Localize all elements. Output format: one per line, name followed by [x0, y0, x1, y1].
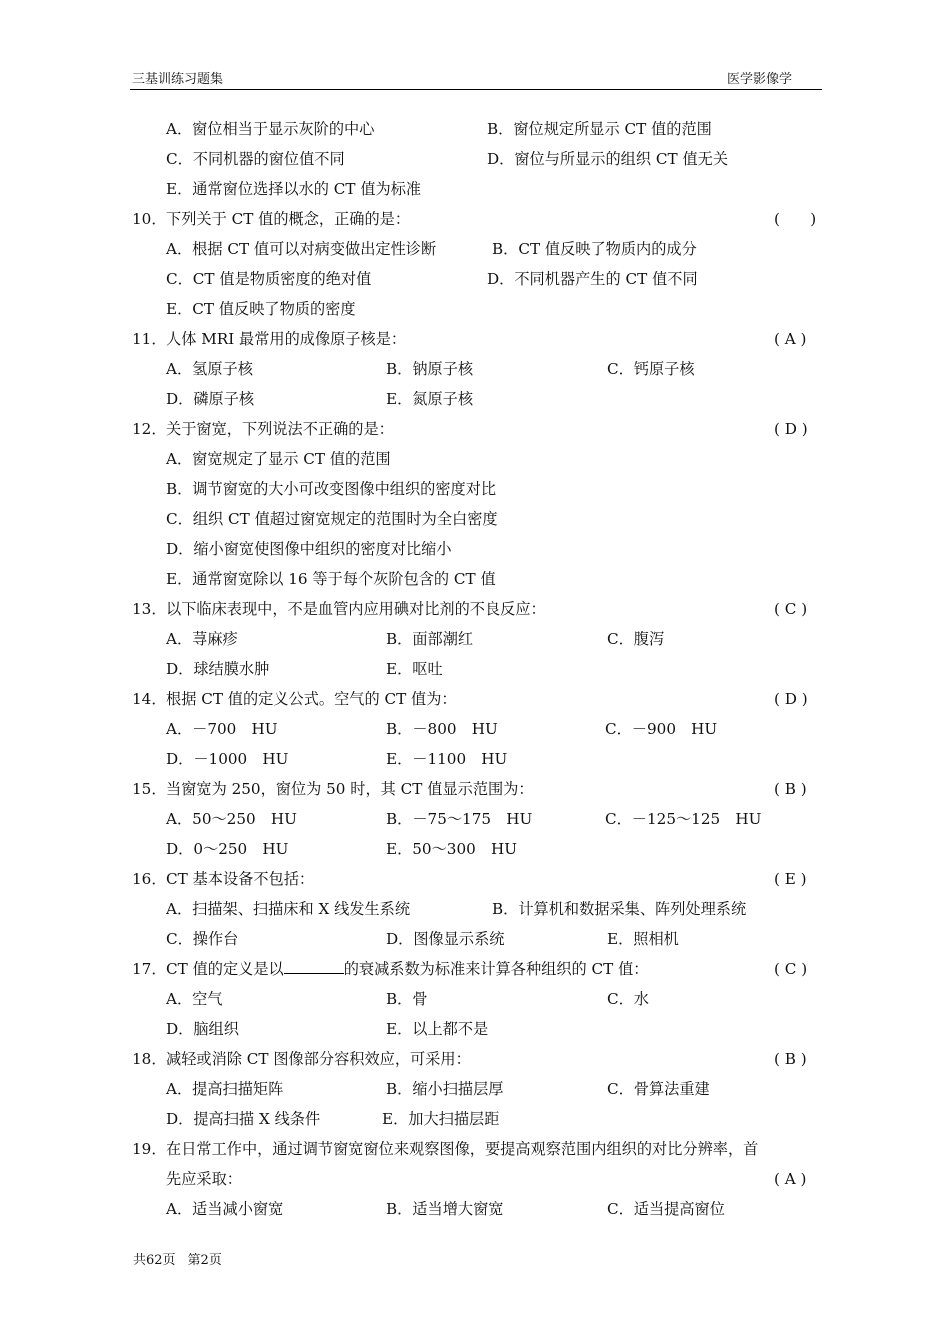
- question-number: 18．: [132, 1050, 167, 1068]
- question-number: 17．: [132, 960, 167, 978]
- answer-box: ( A ): [774, 1170, 807, 1188]
- q10-option-b: B．CT 值反映了物质内的成分: [492, 240, 697, 258]
- q12-option-c-row: [0, 504, 950, 534]
- q19-stem-line-2: [0, 1164, 950, 1194]
- q15-option-c: C．－125～125 HU: [605, 810, 762, 828]
- q14-option-b: B．－800 HU: [386, 720, 498, 738]
- header-subject: 医学影像学: [726, 72, 792, 87]
- q12-option-c: C．组织 CT 值超过窗宽规定的范围时为全白密度: [166, 510, 498, 528]
- question-number: 16．: [132, 870, 167, 888]
- q16-stem: [0, 864, 950, 894]
- q19-stem-line-1: [0, 1134, 950, 1164]
- page-number: 第2页: [187, 1253, 222, 1268]
- q13-option-d: D．球结膜水肿: [166, 660, 270, 678]
- q13-stem: [0, 594, 950, 624]
- q16-option-a: A．扫描架、扫描床和 X 线发生系统: [166, 900, 411, 918]
- answer-box: ( ): [774, 210, 817, 228]
- q11-option-c: C．钙原子核: [607, 360, 695, 378]
- q15-option-b: B．－75～175 HU: [386, 810, 533, 828]
- q11-options-row-2: [0, 384, 950, 414]
- question-number: 12．: [132, 420, 167, 438]
- q15-stem: [0, 774, 950, 804]
- q16-option-c: C．操作台: [166, 930, 239, 948]
- q12-stem: [0, 414, 950, 444]
- q9-options-row-3: [0, 174, 950, 204]
- page-header: [130, 72, 822, 90]
- q17-option-c: C．水: [607, 990, 649, 1008]
- q12-option-d-row: [0, 534, 950, 564]
- question-number: 13．: [132, 600, 167, 618]
- q13-option-e: E．呕吐: [386, 660, 443, 678]
- question-text: 当窗宽为 250，窗位为 50 时，其 CT 值显示范围为：: [166, 780, 534, 798]
- q16-option-e: E．照相机: [607, 930, 679, 948]
- question-number: 14．: [132, 690, 167, 708]
- q18-options-row-1: [0, 1074, 950, 1104]
- q12-option-a: A．窗宽规定了显示 CT 值的范围: [166, 450, 391, 468]
- q17-option-e: E．以上都不是: [386, 1020, 489, 1038]
- q16-options-row-2: [0, 924, 950, 954]
- answer-box: ( C ): [774, 600, 808, 618]
- question-text: 以下临床表现中，不是血管内应用碘对比剂的不良反应：: [166, 600, 546, 618]
- q10-options-row-3: [0, 294, 950, 324]
- q13-options-row-1: [0, 624, 950, 654]
- q15-option-d: D．0～250 HU: [166, 840, 289, 858]
- q18-stem: [0, 1044, 950, 1074]
- q11-options-row-1: [0, 354, 950, 384]
- q11-stem: [0, 324, 950, 354]
- q12-option-d: D．缩小窗宽使图像中组织的密度对比缩小: [166, 540, 452, 558]
- q10-options-row-2: [0, 264, 950, 294]
- q13-option-c: C．腹泻: [607, 630, 665, 648]
- question-text: 在日常工作中，通过调节窗宽窗位来观察图像，要提高观察范围内组织的对比分辨率，首: [166, 1140, 759, 1158]
- answer-box: ( C ): [774, 960, 808, 978]
- q10-option-c: C．CT 值是物质密度的绝对值: [166, 270, 372, 288]
- q18-option-d: D．提高扫描 X 线条件: [166, 1110, 321, 1128]
- q13-option-b: B．面部潮红: [386, 630, 474, 648]
- question-text: 人体 MRI 最常用的成像原子核是：: [166, 330, 407, 348]
- q14-option-a: A．－700 HU: [166, 720, 278, 738]
- q19-options-row-1: [0, 1194, 950, 1224]
- question-number: 15．: [132, 780, 167, 798]
- q16-options-row-1: [0, 894, 950, 924]
- answer-box: ( D ): [774, 690, 808, 708]
- answer-box: ( B ): [774, 780, 807, 798]
- q11-option-a: A．氢原子核: [166, 360, 253, 378]
- q17-option-a: A．空气: [166, 990, 223, 1008]
- q18-option-c: C．骨算法重建: [607, 1080, 710, 1098]
- q10-stem: [0, 204, 950, 234]
- q9-options-row-1: [0, 114, 950, 144]
- q14-option-e: E．－1100 HU: [386, 750, 508, 768]
- q18-options-row-2: [0, 1104, 950, 1134]
- page-footer: [133, 1249, 234, 1268]
- q12-option-e: E．通常窗宽除以 16 等于每个灰阶包含的 CT 值: [166, 570, 496, 588]
- q10-options-row-1: [0, 234, 950, 264]
- q14-options-row-1: [0, 714, 950, 744]
- question-text: 关于窗宽，下列说法不正确的是：: [166, 420, 394, 438]
- q12-option-a-row: [0, 444, 950, 474]
- total-pages: 共62页: [133, 1253, 176, 1268]
- q15-options-row-1: [0, 804, 950, 834]
- header-book-title: 三基训练习题集: [132, 72, 224, 87]
- q14-options-row-2: [0, 744, 950, 774]
- question-text: 下列关于 CT 值的概念，正确的是：: [166, 210, 411, 228]
- question-number: 11．: [132, 330, 167, 348]
- answer-box: ( B ): [774, 1050, 807, 1068]
- q17-option-b: B．骨: [386, 990, 428, 1008]
- q9-option-d: D．窗位与所显示的组织 CT 值无关: [487, 150, 729, 168]
- q9-option-e: E．通常窗位选择以水的 CT 值为标准: [166, 180, 422, 198]
- question-number: 19．: [132, 1140, 167, 1158]
- q10-option-a: A．根据 CT 值可以对病变做出定性诊断: [166, 240, 437, 258]
- question-text: 减轻或消除 CT 图像部分容积效应，可采用：: [166, 1050, 471, 1068]
- q18-option-a: A．提高扫描矩阵: [166, 1080, 284, 1098]
- q12-option-b: B．调节窗宽的大小可改变图像中组织的密度对比: [166, 480, 497, 498]
- q15-option-a: A．50～250 HU: [166, 810, 297, 828]
- q12-option-e-row: [0, 564, 950, 594]
- q14-option-c: C．－900 HU: [605, 720, 718, 738]
- q19-option-c: C．适当提高窗位: [607, 1200, 725, 1218]
- answer-box: ( D ): [774, 420, 808, 438]
- question-number: 10．: [132, 210, 167, 228]
- question-text: 根据 CT 值的定义公式。空气的 CT 值为：: [166, 690, 457, 708]
- q16-option-b: B．计算机和数据采集、阵列处理系统: [492, 900, 747, 918]
- question-text-before-blank: CT 值的定义是以: [166, 960, 284, 978]
- q13-option-a: A．荨麻疹: [166, 630, 238, 648]
- q18-option-e: E．加大扫描层距: [382, 1110, 500, 1128]
- q13-options-row-2: [0, 654, 950, 684]
- q10-option-e: E．CT 值反映了物质的密度: [166, 300, 356, 318]
- q19-option-a: A．适当减小窗宽: [166, 1200, 284, 1218]
- q15-option-e: E．50～300 HU: [386, 840, 518, 858]
- answer-box: ( A ): [774, 330, 807, 348]
- fill-in-blank: [284, 954, 344, 974]
- q16-option-d: D．图像显示系统: [386, 930, 505, 948]
- q11-option-b: B．钠原子核: [386, 360, 474, 378]
- q9-options-row-2: [0, 144, 950, 174]
- q14-option-d: D．－1000 HU: [166, 750, 289, 768]
- q18-option-b: B．缩小扫描层厚: [386, 1080, 504, 1098]
- question-text: CT 基本设备不包括：: [166, 870, 315, 888]
- q14-stem: [0, 684, 950, 714]
- q9-option-b: B．窗位规定所显示 CT 值的范围: [487, 120, 712, 138]
- question-text-after-blank: 的衰减系数为标准来计算各种组织的 CT 值：: [343, 960, 649, 978]
- question-text: [166, 954, 648, 984]
- q17-options-row-1: [0, 984, 950, 1014]
- q10-option-d: D．不同机器产生的 CT 值不同: [487, 270, 698, 288]
- q17-options-row-2: [0, 1014, 950, 1044]
- q19-option-b: B．适当增大窗宽: [386, 1200, 504, 1218]
- q11-option-e: E．氮原子核: [386, 390, 474, 408]
- q12-option-b-row: [0, 474, 950, 504]
- q17-option-d: D．脑组织: [166, 1020, 239, 1038]
- q9-option-c: C．不同机器的窗位值不同: [166, 150, 345, 168]
- answer-box: ( E ): [774, 870, 807, 888]
- q9-option-a: A．窗位相当于显示灰阶的中心: [166, 120, 375, 138]
- q15-options-row-2: [0, 834, 950, 864]
- q11-option-d: D．磷原子核: [166, 390, 255, 408]
- q17-stem: [0, 954, 950, 984]
- question-text-continued: 先应采取：: [166, 1170, 242, 1188]
